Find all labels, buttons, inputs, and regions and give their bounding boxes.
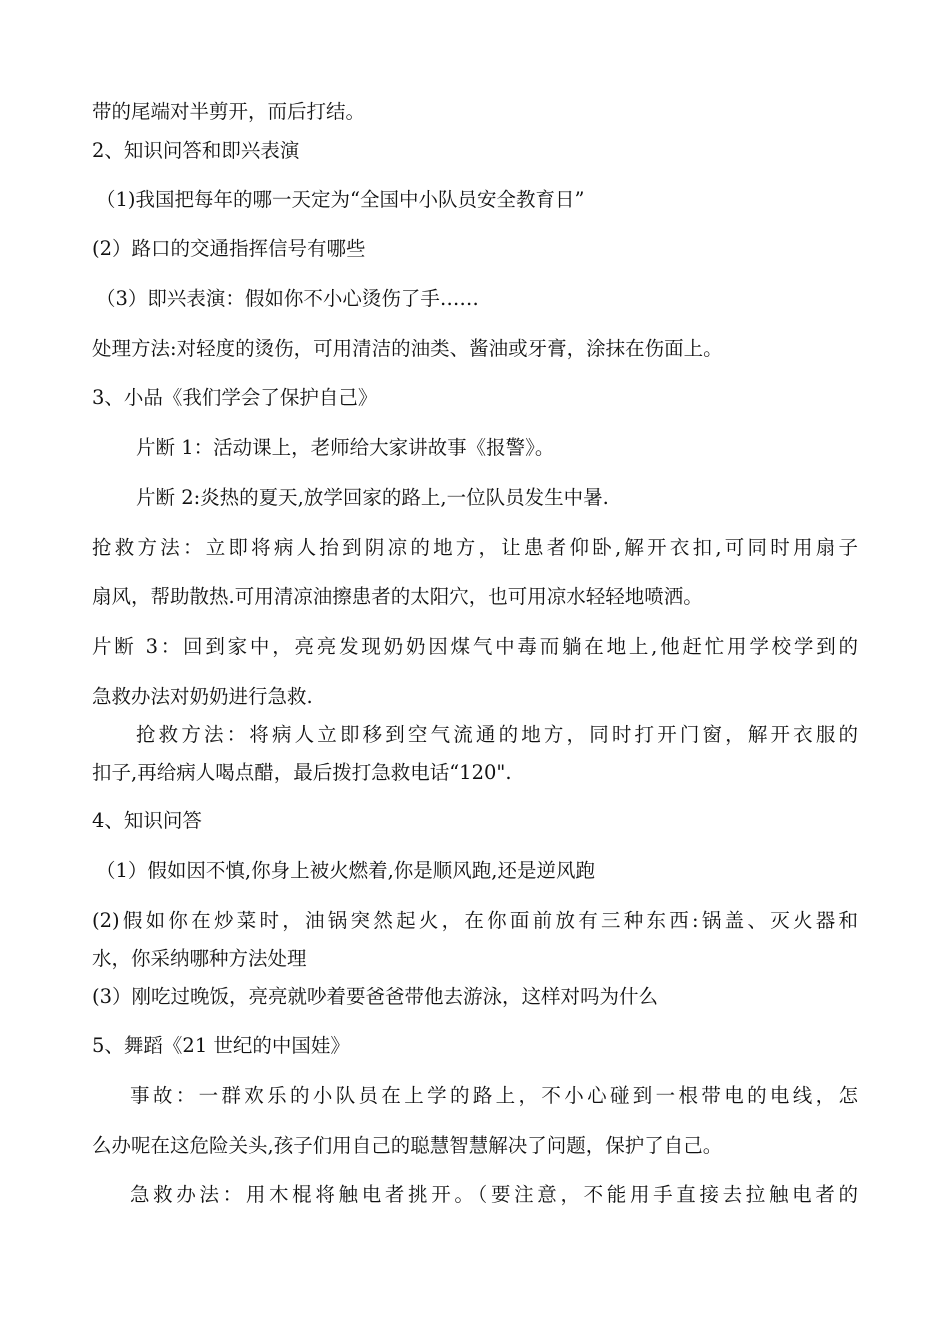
question-item: （3）即兴表演：假如你不小心烫伤了手……	[96, 287, 479, 310]
text-line: 扣子,再给病人喝点醋，最后拨打急救电话“120".	[92, 761, 512, 784]
text-line: 么办呢在这危险关头,孩子们用自己的聪慧智慧解决了问题，保护了自己。	[92, 1134, 723, 1157]
text-line: 扇风，帮助散热.可用清凉油擦患者的太阳穴，也可用凉水轻轻地喷洒。	[92, 585, 703, 608]
text-line: 处理方法:对轻度的烫伤，可用清洁的油类、酱油或牙膏，涂抹在伤面上。	[92, 337, 723, 360]
text-line: 急救办法对奶奶进行急救.	[92, 685, 313, 708]
text-line: 抢救方法：立即将病人抬到阴凉的地方，让患者仰卧,解开衣扣,可同时用扇子	[92, 536, 858, 559]
text-line: 片断 1：活动课上，老师给大家讲故事《报警》。	[136, 436, 555, 459]
section-heading: 2、知识问答和即兴表演	[92, 139, 300, 162]
text-line: 事故：一群欢乐的小队员在上学的路上，不小心碰到一根带电的电线，怎	[130, 1084, 858, 1107]
text-line: 抢救方法：将病人立即移到空气流通的地方，同时打开门窗，解开衣服的	[136, 723, 858, 746]
text-line: 急救办法：用木棍将触电者挑开。（要注意，不能用手直接去拉触电者的	[130, 1183, 858, 1206]
text-line: 带的尾端对半剪开，而后打结。	[92, 100, 366, 123]
section-heading: 4、知识问答	[92, 809, 202, 832]
section-heading: 3、小品《我们学会了保护自己》	[92, 386, 378, 409]
question-item: (2）路口的交通指挥信号有哪些	[92, 237, 366, 260]
question-item: (2)假如你在炒菜时，油锅突然起火，在你面前放有三种东西:锅盖、灭火器和	[92, 909, 858, 932]
text-line: 水，你采纳哪种方法处理	[92, 947, 307, 970]
question-item: （1)我国把每年的哪一天定为“全国中小队员安全教育日”	[96, 188, 585, 211]
text-line: 片断 2:炎热的夏天,放学回家的路上,一位队员发生中暑.	[136, 486, 609, 509]
text-line: 片断 3：回到家中，亮亮发现奶奶因煤气中毒而躺在地上,他赶忙用学校学到的	[92, 635, 858, 658]
section-heading: 5、舞蹈《21 世纪的中国娃》	[92, 1034, 350, 1057]
question-item: (3）刚吃过晚饭，亮亮就吵着要爸爸带他去游泳，这样对吗为什么	[92, 985, 659, 1008]
question-item: （1）假如因不慎,你身上被火燃着,你是顺风跑,还是逆风跑	[96, 859, 596, 882]
